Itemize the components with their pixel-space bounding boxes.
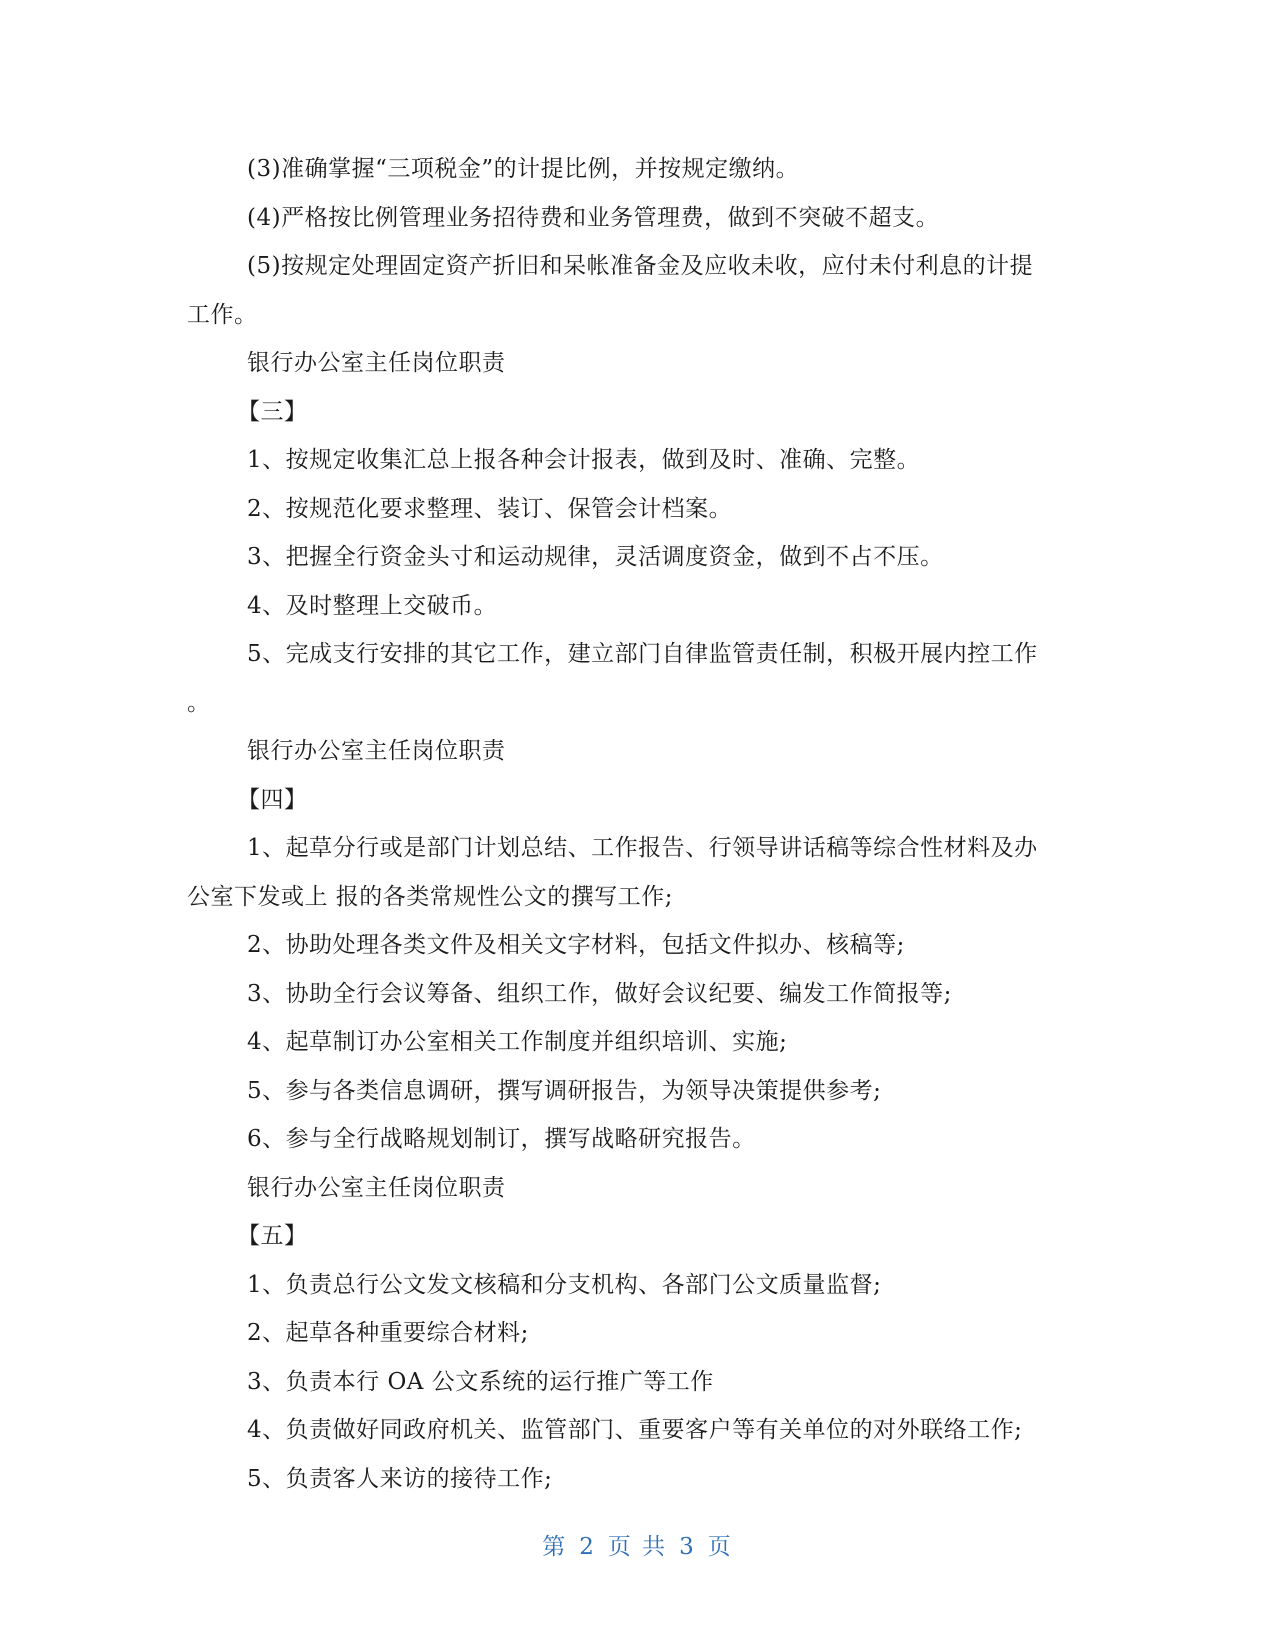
text-line: 2、按规范化要求整理、装订、保管会计档案。 xyxy=(247,495,733,522)
text-line: 工作。 xyxy=(187,301,258,328)
text-line: 2、起草各种重要综合材料; xyxy=(247,1320,529,1346)
text-line: 。 xyxy=(187,689,211,716)
text-line: 银行办公室主任岗位职责 xyxy=(247,738,506,764)
footer-middle: 页 共 xyxy=(607,1534,668,1560)
text-line: 【三】 xyxy=(237,398,308,425)
text-line: 【四】 xyxy=(237,786,308,813)
text-line: 2、协助处理各类文件及相关文字材料，包括文件拟办、核稿等; xyxy=(247,932,905,958)
text-line: 1、按规定收集汇总上报各种会计报表，做到及时、准确、完整。 xyxy=(247,447,921,473)
text-line: (5)按规定处理固定资产折旧和呆帐准备金及应收未收，应付未付利息的计提 xyxy=(247,253,1034,279)
text-line: 5、参与各类信息调研，撰写调研报告，为领导决策提供参考; xyxy=(247,1077,882,1104)
text-line: 银行办公室主任岗位职责 xyxy=(247,1174,506,1201)
footer-total-pages: 3 xyxy=(679,1534,696,1560)
text-line: 5、完成支行安排的其它工作，建立部门自律监管责任制，积极开展内控工作 xyxy=(247,641,1038,667)
document-body xyxy=(187,145,1087,1503)
text-line: (4)严格按比例管理业务招待费和业务管理费，做到不突破不超支。 xyxy=(247,204,940,231)
text-line: 1、起草分行或是部门计划总结、工作报告、行领导讲话稿等综合性材料及办 xyxy=(247,835,1038,861)
text-line: 【五】 xyxy=(237,1223,308,1249)
text-line: (3)准确掌握“三项税金”的计提比例，并按规定缴纳。 xyxy=(247,156,800,182)
text-line: 3、负责本行 OA 公文系统的运行推广等工作 xyxy=(247,1368,714,1395)
text-line: 3、协助全行会议筹备、组织工作，做好会议纪要、编发工作简报等; xyxy=(247,980,952,1007)
text-line: 5、负责客人来访的接待工作; xyxy=(247,1465,553,1492)
text-line: 3、把握全行资金头寸和运动规律，灵活调度资金，做到不占不压。 xyxy=(247,544,944,570)
text-line: 银行办公室主任岗位职责 xyxy=(247,350,506,376)
text-line: 4、起草制订办公室相关工作制度并组织培训、实施; xyxy=(247,1029,788,1055)
footer-suffix: 页 xyxy=(707,1534,733,1560)
text-line: 公室下发或上 报的各类常规性公文的撰写工作; xyxy=(187,883,674,910)
page-footer xyxy=(0,1528,1275,1561)
text-line: 4、负责做好同政府机关、监管部门、重要客户等有关单位的对外联络工作; xyxy=(247,1417,1023,1443)
footer-page-number: 2 xyxy=(579,1534,596,1560)
text-line: 4、及时整理上交破币。 xyxy=(247,592,498,619)
footer-prefix: 第 xyxy=(542,1534,568,1560)
text-line: 1、负责总行公文发文核稿和分支机构、各部门公文质量监督; xyxy=(247,1271,882,1298)
text-line: 6、参与全行战略规划制订，撰写战略研究报告。 xyxy=(247,1126,756,1152)
